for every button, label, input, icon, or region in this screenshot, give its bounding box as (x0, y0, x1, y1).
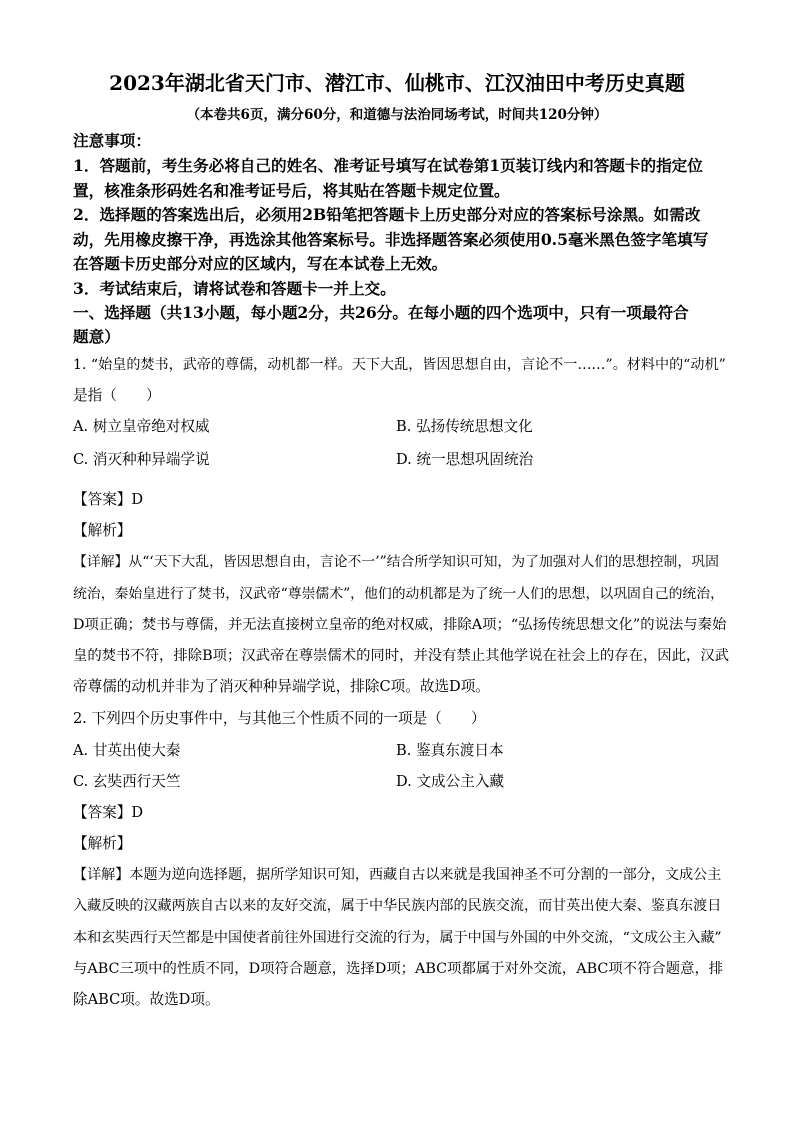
notice-line: 动，先用橡皮擦干净，再选涂其他答案标号。非选择题答案必须使用0.5毫米黑色签字笔填写 (73, 230, 709, 249)
section-heading-cont: 题意） (73, 327, 120, 346)
section-heading: 一、选择题（共13小题，每小题2分，共26分。在每小题的四个选项中，只有一项最符合 (73, 303, 689, 322)
option-c: C. 消灭种种异端学说 (73, 451, 210, 468)
option-b: B. 弘扬传统思想文化 (396, 418, 533, 435)
option-d: D. 文成公主入藏 (396, 773, 505, 790)
detail-line: 【详解】从“‘天下大乱，皆因思想自由，言论不一’”结合所学知识可知，为了加强对人们的思想控制，巩固 (73, 554, 719, 570)
detail-line: 帝尊儒的动机并非为了消灭种种异端学说，排除C项。故选D项。 (73, 678, 490, 695)
answer-label: 【答案】D (73, 491, 144, 508)
question-stem: 1. “始皇的焚书，武帝的尊儒，动机都一样。天下大乱，皆因思想自由，言论不一……”。材料中的“动机” (73, 357, 726, 373)
notice-line: 置，核准条形码姓名和准考证号后，将其贴在答题卡规定位置。 (73, 181, 510, 200)
detail-line: 皇的焚书不符，排除B项；汉武帝在尊崇儒术的同时，并没有禁止其他学说在社会上的存在，因此，汉武 (73, 648, 730, 664)
option-a: A. 甘英出使大秦 (73, 742, 181, 759)
notice-line: 在答题卡历史部分对应的区域内，写在本试卷上无效。 (73, 254, 448, 273)
page-subtitle: （本卷共6页，满分60分，和道德与法治同场考试，时间共120分钟） (186, 107, 608, 123)
question-stem: 2. 下列四个历史事件中，与其他三个性质不同的一项是（ ） (73, 710, 486, 727)
option-c: C. 玄奘西行天竺 (73, 773, 181, 790)
detail-line: 除ABC项。故选D项。 (73, 991, 220, 1008)
detail-line: 本和玄奘西行天竺都是中国使者前往外国进行交流的行为，属于中国与外国的中外交流，“文成公主入藏” (73, 930, 722, 946)
detail-line: 【详解】本题为逆向选择题，据所学知识可知，西藏自古以来就是我国神圣不可分割的一部分，文成公主 (73, 867, 722, 883)
notice-heading: 注意事项： (73, 131, 151, 150)
detail-line: 入藏反映的汉藏两族自古以来的友好交流，属于中华民族内部的民族交流，而甘英出使大秦、鉴真东渡日 (73, 898, 722, 914)
answer-label: 【答案】D (73, 804, 144, 821)
notice-line: 1．答题前，考生务必将自己的姓名、准考证号填写在试卷第1页装订线内和答题卡的指定位 (73, 156, 703, 175)
detail-line: D项正确；焚书与尊儒，并无法直接树立皇帝的绝对权威，排除A项；“弘扬传统思想文化”的说法与秦始 (73, 617, 727, 633)
detail-line: 与ABC三项中的性质不同，D项符合题意，选择D项；ABC项都属于对外交流，ABC项不符合题意，排 (73, 961, 724, 977)
notice-line: 2．选择题的答案选出后，必须用2B铅笔把答题卡上历史部分对应的答案标号涂黑。如需改 (73, 205, 701, 224)
analysis-label: 【解析】 (73, 522, 132, 539)
notice-line: 3．考试结束后，请将试卷和答题卡一并上交。 (73, 279, 396, 298)
analysis-label: 【解析】 (73, 835, 132, 852)
option-b: B. 鉴真东渡日本 (396, 742, 504, 759)
option-d: D. 统一思想巩固统治 (396, 451, 534, 468)
detail-line: 统治，秦始皇进行了焚书，汉武帝“尊崇儒术”，他们的动机都是为了统一人们的思想，以巩固自己的统治， (73, 586, 724, 602)
question-stem: 是指（ ） (73, 387, 161, 404)
option-a: A. 树立皇帝绝对权威 (73, 418, 210, 435)
page-title: 2023年湖北省天门市、潜江市、仙桃市、江汉油田中考历史真题 (109, 71, 685, 95)
